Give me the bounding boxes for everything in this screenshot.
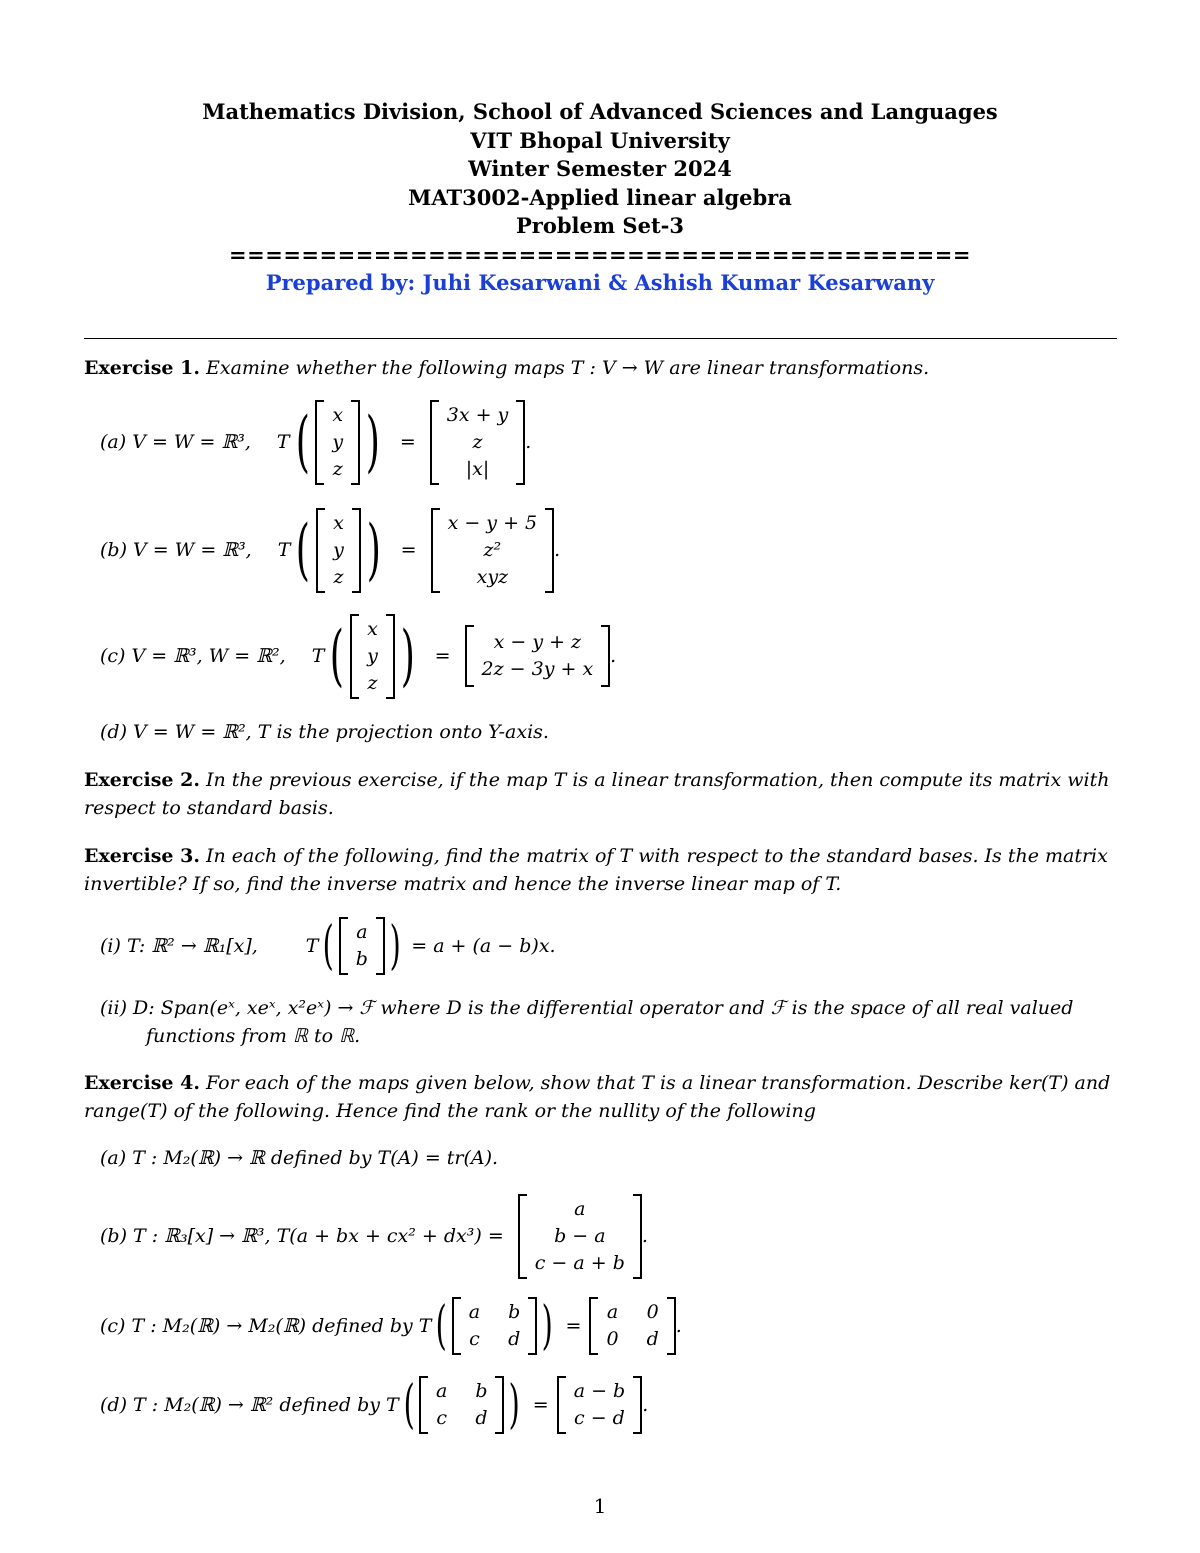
equals-sign: =	[400, 539, 417, 561]
exercise-3i-map-symbol: T	[305, 935, 319, 957]
exercise-1d-text: (d) V = W = ℝ², T is the projection onto Y-axis.	[100, 721, 549, 743]
exercise-4-title: Exercise 4.	[84, 1072, 200, 1094]
exercise-1c: (c) V = ℝ³, W = ℝ², T ( x y z ) = x − y + z 2z − 3y + x .	[100, 610, 616, 702]
exercise-4a-text: (a) T : M₂(ℝ) → ℝ defined by T(A) = tr(A).	[100, 1147, 499, 1169]
header-division: Mathematics Division, School of Advanced Sciences and Languages	[202, 99, 998, 124]
exercise-1b-label: (b) V = W = ℝ³,	[100, 539, 252, 561]
period: .	[525, 431, 532, 453]
header-problem-set: Problem Set-3	[516, 213, 684, 238]
exercise-3-text: In each of the following, find the matrix of T with respect to the standard bases. Is the matrix invertible? If so, find the inverse matrix and hence the inverse linear map of T.	[84, 845, 1108, 895]
exercise-3ii-text: (ii) D: Span(eˣ, xeˣ, x²eˣ) → ℱ where D is the differential operator and ℱ is the space of all real valued functions from ℝ to ℝ.	[100, 997, 1074, 1047]
exercise-1c-map-symbol: T	[311, 645, 325, 667]
header-university: VIT Bhopal University	[470, 127, 730, 153]
exercise-3-statement	[84, 842, 1117, 898]
vector-entry: z	[332, 457, 343, 480]
vector-entry: a − b	[573, 1380, 626, 1402]
page-number: 1	[593, 1494, 607, 1518]
header-semester: Winter Semester 2024	[468, 156, 732, 181]
vector-entry: z²	[483, 538, 502, 561]
exercise-1b-output-vector	[431, 508, 555, 593]
exercise-4d-output-vector	[557, 1376, 643, 1434]
period: .	[641, 1225, 648, 1247]
vector-entry: c − d	[574, 1407, 625, 1429]
exercise-1c-label: (c) V = ℝ³, W = ℝ²,	[100, 645, 286, 667]
vector-entry: b	[355, 948, 368, 970]
exercise-2-statement	[84, 766, 1117, 822]
matrix-entry: c	[436, 1407, 447, 1429]
exercise-4b-output-vector	[518, 1194, 642, 1279]
matrix-entry: b	[475, 1380, 488, 1402]
exercise-4a	[100, 1144, 498, 1172]
exercise-4c-input-matrix	[452, 1297, 538, 1355]
document-header	[0, 98, 1200, 298]
exercise-1a: (a) V = W = ℝ³, T ( x y z ) = 3x + y z |x| .	[100, 396, 531, 488]
vector-entry: xyz	[476, 565, 509, 588]
vector-entry: x − y + 5	[447, 511, 538, 534]
exercise-1b-input-vector	[316, 508, 361, 593]
exercise-4-statement	[84, 1069, 1117, 1125]
matrix-entry: a	[606, 1301, 619, 1323]
vector-entry: z	[472, 430, 483, 453]
exercise-1c-output-vector	[465, 625, 611, 687]
exercise-3i-label: (i) T: ℝ² → ℝ₁[x],	[100, 935, 258, 957]
exercise-1b: (b) V = W = ℝ³, T ( x y z ) = x − y + 5 z² xyz .	[100, 504, 560, 596]
vector-entry: b − a	[554, 1224, 606, 1247]
exercise-3i-rhs: = a + (a − b)x.	[411, 935, 556, 957]
matrix-entry: b	[508, 1301, 521, 1323]
exercise-4-text: For each of the maps given below, show that T is a linear transformation. Describe ker(T) and range(T) of the following. Hence find the rank or the nullity of the following	[84, 1072, 1111, 1122]
exercise-4d-label: (d) T : M₂(ℝ) → ℝ² defined by T	[100, 1394, 399, 1416]
horizontal-divider	[84, 338, 1117, 339]
exercise-2-title: Exercise 2.	[84, 769, 200, 791]
vector-entry: a	[574, 1197, 586, 1220]
vector-entry: a	[356, 921, 368, 943]
matrix-entry: d	[475, 1407, 488, 1429]
exercise-1-title: Exercise 1.	[84, 357, 200, 379]
vector-entry: z	[333, 565, 344, 588]
exercise-1-text: Examine whether the following maps T : V → W are linear transformations.	[205, 357, 930, 379]
equals-sign: =	[565, 1315, 582, 1337]
exercise-3i-input-vector	[339, 917, 385, 975]
matrix-entry: d	[508, 1328, 521, 1350]
matrix-entry: 0	[646, 1301, 659, 1323]
vector-entry: y	[333, 538, 344, 561]
exercise-4b	[100, 1192, 648, 1280]
exercise-1c-input-vector	[350, 614, 395, 699]
exercise-1a-output-vector	[430, 400, 526, 485]
exercise-4c-output-matrix	[589, 1297, 675, 1355]
exercise-4b-label: (b) T : ℝ₃[x] → ℝ³, T(a + bx + cx² + dx³) =	[100, 1225, 504, 1247]
matrix-entry: d	[646, 1328, 659, 1350]
vector-entry: x	[333, 511, 344, 534]
exercise-1d	[100, 718, 549, 746]
exercise-4d-input-matrix	[419, 1376, 505, 1434]
exercise-1a-map-symbol: T	[276, 431, 290, 453]
period: .	[642, 1394, 649, 1416]
exercise-4c: (c) T : M₂(ℝ) → M₂(ℝ) defined by T ( a b c d ) = a 0 0 d .	[100, 1296, 682, 1356]
exercise-1a-input-vector	[315, 400, 360, 485]
header-course: MAT3002-Applied linear algebra	[408, 184, 792, 210]
matrix-entry: c	[469, 1328, 480, 1350]
period: .	[554, 539, 561, 561]
equals-sign: =	[399, 431, 416, 453]
exercise-1b-map-symbol: T	[277, 539, 291, 561]
exercise-1a-label: (a) V = W = ℝ³,	[100, 431, 251, 453]
vector-entry: y	[332, 430, 344, 453]
vector-entry: z	[367, 671, 378, 694]
matrix-entry: a	[468, 1301, 481, 1323]
vector-entry: 2z − 3y + x	[481, 658, 594, 680]
exercise-3ii	[100, 994, 1117, 1050]
equals-sign: =	[434, 645, 451, 667]
vector-entry: y	[367, 644, 378, 667]
vector-entry: 3x + y	[446, 403, 509, 426]
vector-entry: c − a + b	[534, 1251, 625, 1274]
header-prepared-by: Prepared by: Juhi Kesarwani & Ashish Kumar Kesarwany	[265, 270, 935, 295]
matrix-entry: 0	[606, 1328, 619, 1350]
vector-entry: x	[332, 403, 344, 426]
exercise-3i: (i) T: ℝ² → ℝ₁[x], T ( a b ) = a + (a − b)x.	[100, 916, 556, 976]
matrix-entry: a	[435, 1380, 448, 1402]
period: .	[610, 645, 617, 667]
vector-entry: |x|	[465, 457, 490, 480]
period: .	[675, 1315, 682, 1337]
exercise-4d: (d) T : M₂(ℝ) → ℝ² defined by T ( a b c d ) = a − b c − d .	[100, 1375, 649, 1435]
exercise-3-title: Exercise 3.	[84, 845, 200, 867]
exercise-2-text: In the previous exercise, if the map T is a linear transformation, then compute its matrix with respect to standard basis.	[84, 769, 1110, 819]
exercise-4c-label: (c) T : M₂(ℝ) → M₂(ℝ) defined by T	[100, 1315, 432, 1337]
equals-sign: =	[532, 1394, 549, 1416]
vector-entry: x	[367, 617, 378, 640]
exercise-1-statement	[84, 354, 1117, 382]
vector-entry: x − y + z	[493, 631, 582, 653]
header-equals-rule: =========================================	[229, 241, 971, 267]
